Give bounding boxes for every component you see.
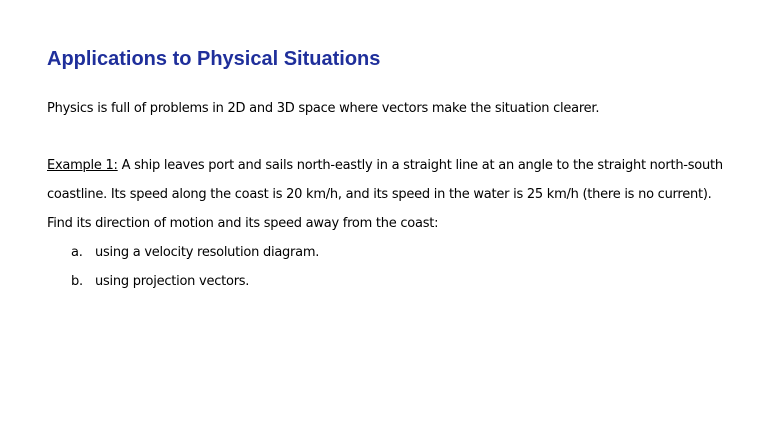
list-item — [71, 238, 319, 267]
list-marker: b. — [71, 274, 83, 289]
list-item — [71, 267, 319, 296]
example-line-3: Find its direction of motion and its speed away from the coast: — [47, 216, 439, 231]
slide-title: Applications to Physical Situations — [47, 48, 381, 70]
example-line-2: coastline. Its speed along the coast is 20 km/h, and its speed in the water is 25 km/h (there is no current). — [47, 187, 712, 202]
list-item-text: using a velocity resolution diagram. — [95, 245, 320, 260]
example-paragraph — [47, 151, 723, 238]
example-line-1 — [47, 151, 723, 180]
example-label: Example 1: — [47, 158, 118, 173]
list-marker: a. — [71, 245, 83, 260]
example-text-line-1: A ship leaves port and sails north-eastly in a straight line at an angle to the straight north-south — [117, 158, 723, 173]
list-item-text: using projection vectors. — [95, 274, 250, 289]
intro-paragraph: Physics is full of problems in 2D and 3D space where vectors make the situation clearer. — [47, 101, 600, 116]
method-list — [71, 238, 319, 296]
